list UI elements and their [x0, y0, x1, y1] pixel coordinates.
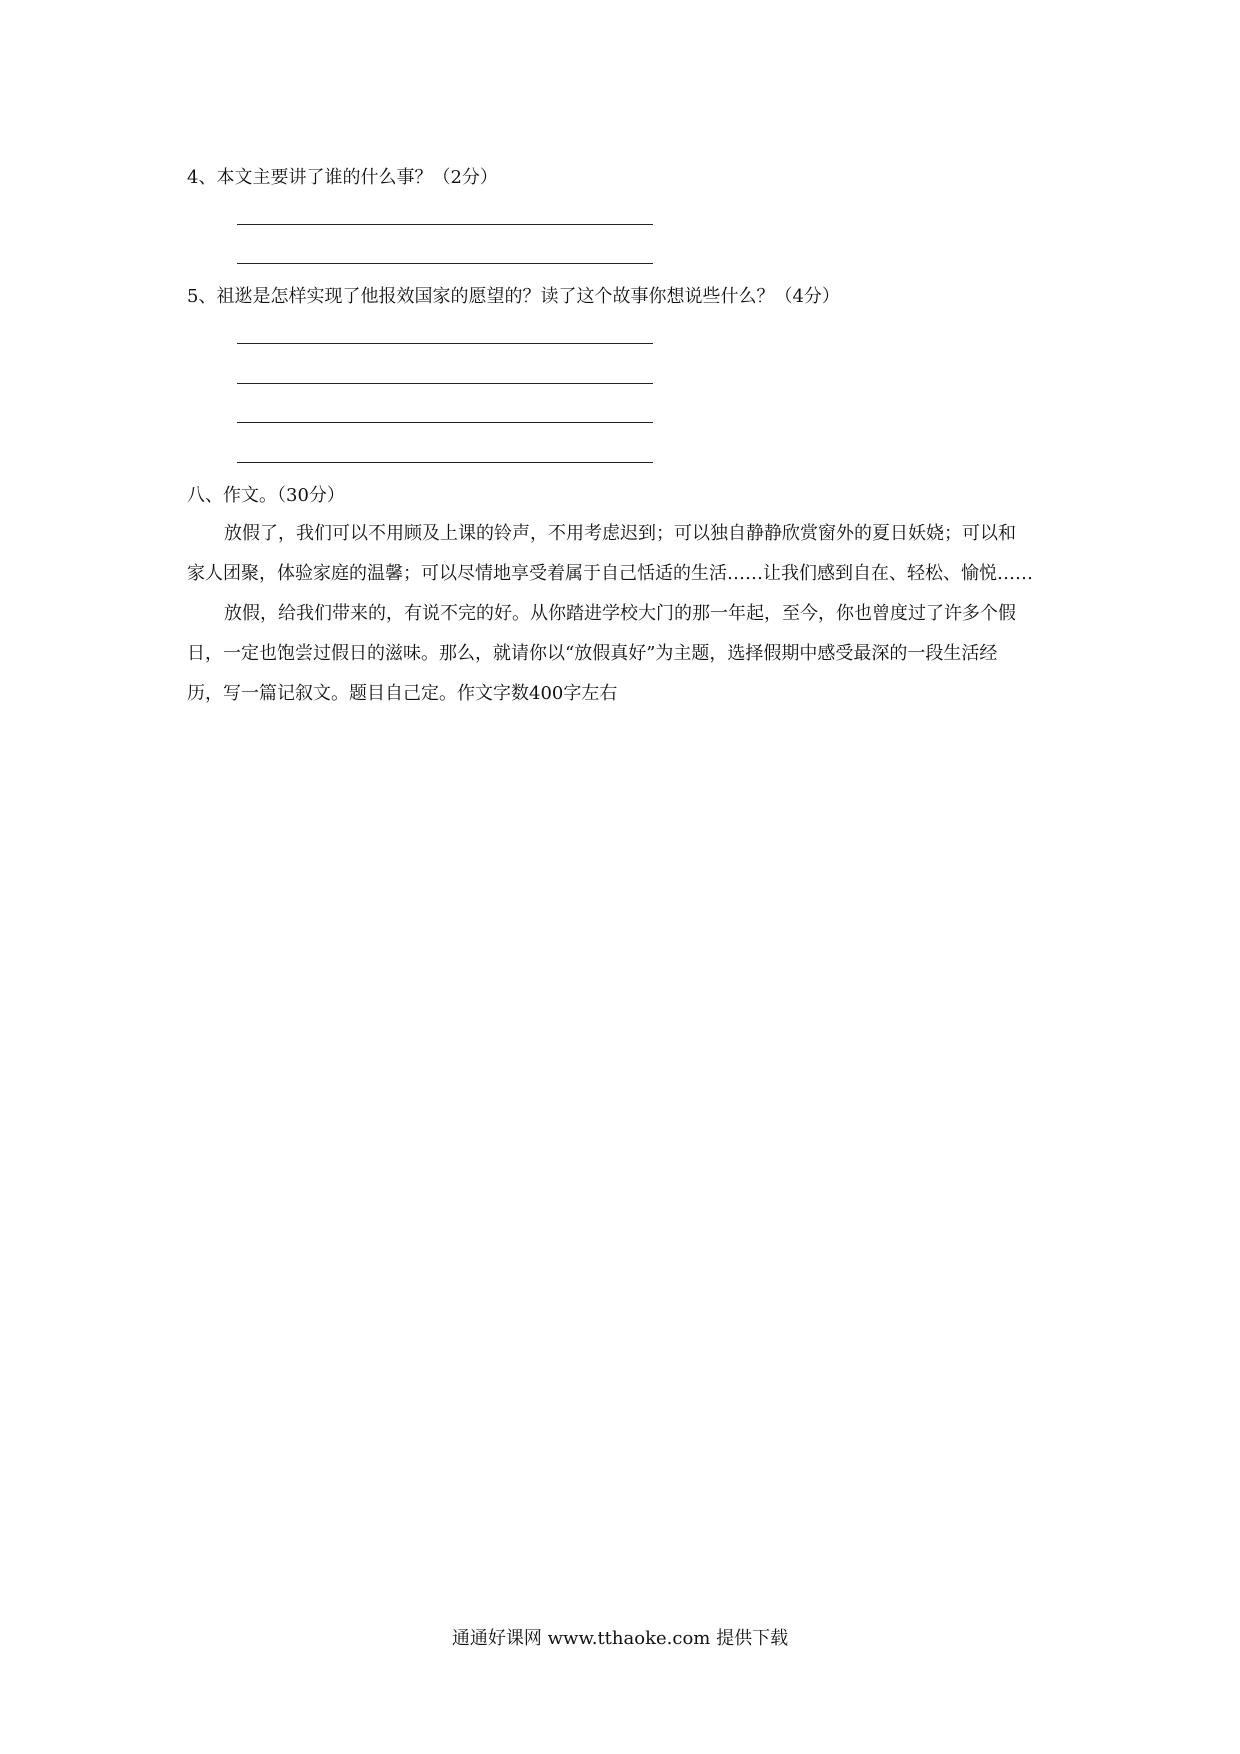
answer-line[interactable]: [237, 343, 653, 344]
answer-line[interactable]: [237, 422, 653, 423]
answer-line[interactable]: [237, 383, 653, 384]
paragraph-line: 历，写一篇记叙文。题目自己定。作文字数400字左右: [187, 683, 618, 704]
paragraph-line: 放假，给我们带来的，有说不完的好。从你踏进学校大门的那一年起，至今，你也曾度过了许多个假: [224, 603, 1016, 624]
paragraph-line: 家人团聚，体验家庭的温馨；可以尽情地享受着属于自己恬适的生活……让我们感到自在、轻松、愉悦……: [187, 563, 1033, 584]
section-title: 八、作文。（30分）: [187, 485, 345, 506]
answer-line[interactable]: [237, 462, 653, 463]
paragraph-line: 日，一定也饱尝过假日的滋味。那么，就请你以“放假真好”为主题，选择假期中感受最深的一段生活经: [187, 643, 998, 664]
answer-line[interactable]: [237, 224, 653, 225]
paragraph-line: 放假了，我们可以不用顾及上课的铃声，不用考虑迟到；可以独自静静欣赏窗外的夏日妖娆；可以和: [224, 523, 1016, 544]
page-footer: 通通好课网 www.tthaoke.com 提供下载: [451, 1628, 789, 1649]
answer-line[interactable]: [237, 263, 653, 264]
question-4-label: 4、本文主要讲了谁的什么事？（2分）: [187, 167, 498, 188]
question-5-label: 5、祖逖是怎样实现了他报效国家的愿望的？读了这个故事你想说些什么？（4分）: [187, 286, 840, 307]
